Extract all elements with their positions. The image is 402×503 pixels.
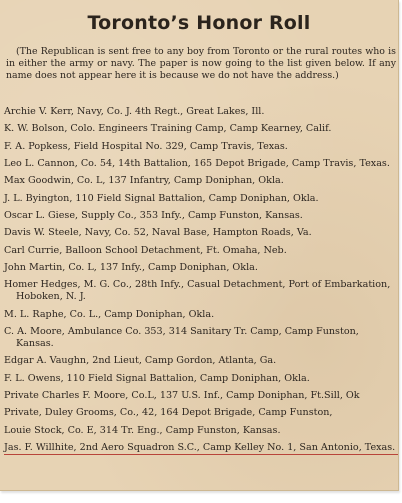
list-item: C. A. Moore, Ambulance Co. 353, 314 Sanitary Tr. Camp, Camp Funston, Kansas. — [4, 326, 359, 350]
list-item: Archie V. Kerr, Navy, Co. J. 4th Regt., Great Lakes, Ill. — [4, 106, 265, 117]
list-item: Leo L. Cannon, Co. 54, 14th Battalion, 165 Depot Brigade, Camp Travis, Texas. — [4, 158, 390, 170]
list-item: John Martin, Co. L, 137 Infy., Camp Doniphan, Okla. — [4, 262, 258, 274]
list-item: Carl Currie, Balloon School Detachment, Ft. Omaha, Neb. — [4, 244, 287, 256]
list-item: Louie Stock, Co. E, 314 Tr. Eng., Camp Funston, Kansas. — [4, 424, 281, 436]
list-item: F. A. Popkess, Field Hospital No. 329, Camp Travis, Texas. — [4, 140, 288, 152]
list-item: Max Goodwin, Co. L, 137 Infantry, Camp Doniphan, Okla. — [4, 175, 284, 187]
intro-paragraph: (The Republican is sent free to any boy from Toronto or the rural routes who is in either the army or navy. The paper is now going to the list given below. If any name does not appear here it is because we do not have the address.) — [6, 46, 396, 82]
list-item: J. L. Byington, 110 Field Signal Battalion, Camp Doniphan, Okla. — [4, 192, 319, 204]
list-item: Davis W. Steele, Navy, Co. 52, Naval Base, Hampton Roads, Va. — [4, 227, 312, 239]
list-item: Private Charles F. Moore, Co.L, 137 U.S. Inf., Camp Doniphan, Ft.Sill, Ok — [4, 390, 360, 402]
list-item: Private, Duley Grooms, Co., 42, 164 Depot Brigade, Camp Funston, — [4, 407, 333, 419]
list-item: M. L. Raphe, Co. L., Camp Doniphan, Okla. — [4, 308, 215, 320]
list-item: K. W. Bolson, Colo. Engineers Training Camp, Camp Kearney, Calif. — [4, 123, 332, 135]
article-title: Toronto’s Honor Roll — [87, 12, 311, 34]
honor-roll-list — [4, 106, 398, 460]
list-item: F. L. Owens, 110 Field Signal Battalion, Camp Doniphan, Okla. — [4, 372, 310, 384]
list-item: Oscar L. Giese, Supply Co., 353 Infy., Camp Funston, Kansas. — [4, 210, 303, 222]
list-item: Edgar A. Vaughn, 2nd Lieut, Camp Gordon, Atlanta, Ga. — [4, 355, 277, 367]
underlined-list-item: Jas. F. Willhite, 2nd Aero Squadron S.C., Camp Kelley No. 1, San Antonio, Texas. — [4, 442, 398, 455]
list-item: Homer Hedges, M. G. Co., 28th Infy., Casual Detachment, Port of Embarkation, Hoboken, N. J. — [4, 279, 391, 303]
